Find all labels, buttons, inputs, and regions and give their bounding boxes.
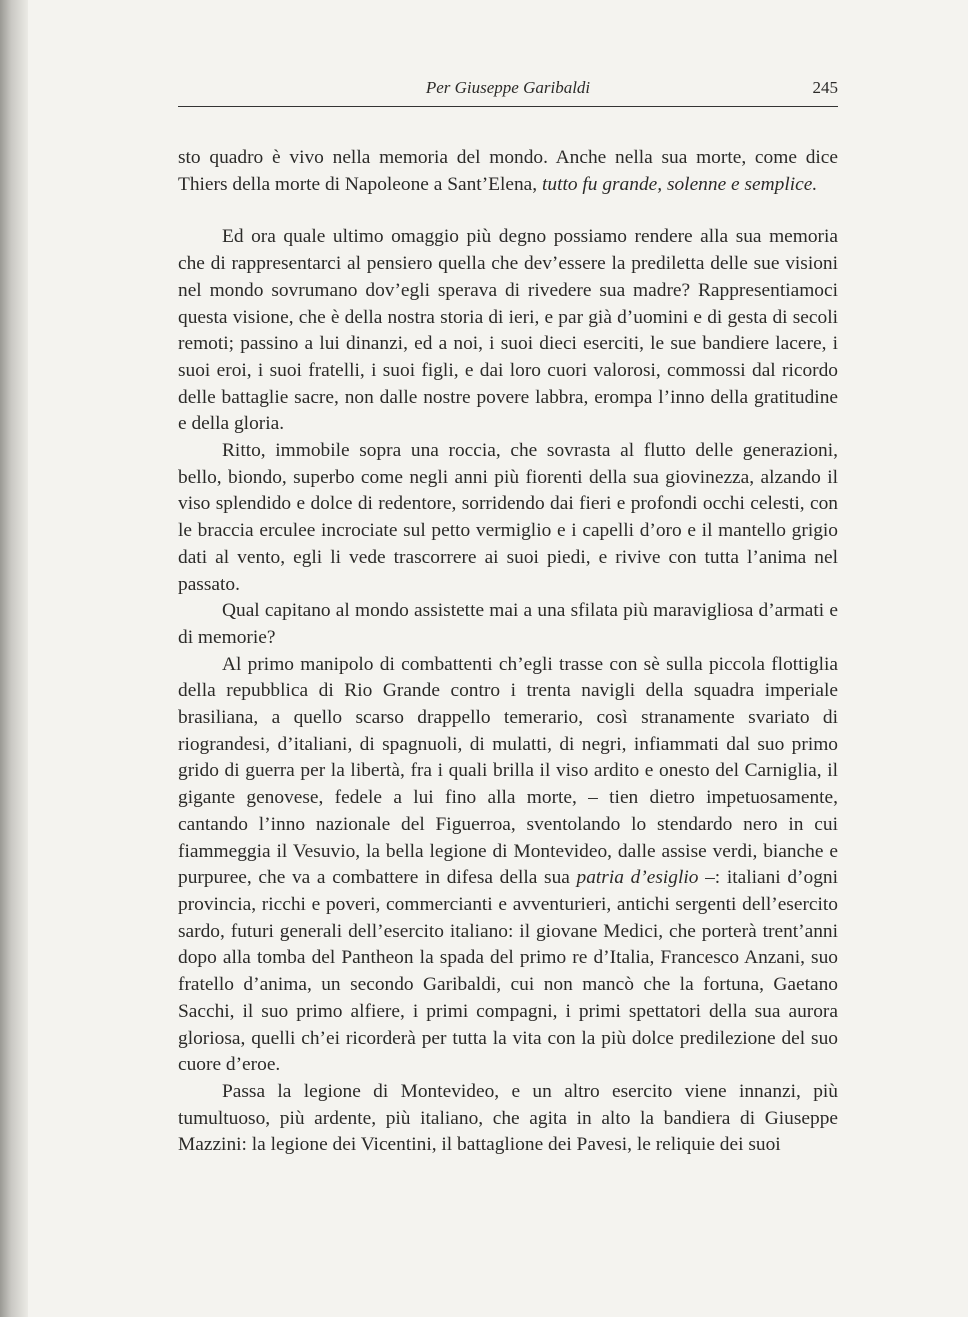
page-number: 245 bbox=[812, 78, 838, 97]
paragraph-1-text: sto quadro è vivo nella memoria del mondo. Anche nella sua morte, come dice Thiers della morte di Napoleone a Sant’Elena, bbox=[178, 147, 838, 195]
paragraph-6: Passa la legione di Montevideo, e un altro esercito viene innanzi, più tumultuoso, più ardente, più italiano, che agita in alto la bandiera di Giuseppe Mazzini: la legione dei Vicentini, il battaglione dei Pavesi, le reliquie dei suoi bbox=[178, 1080, 838, 1156]
paragraph-1 bbox=[178, 145, 838, 198]
paragraph-5 bbox=[178, 652, 838, 1079]
header-rule bbox=[178, 106, 838, 107]
paragraph-5-after: –: italiani d’ogni provincia, ricchi e poveri, commercianti e avventurieri, antichi sergenti dell’esercito sardo, futuri generali dell’esercito italiano: il giovane Medici, che porterà trent’anni dopo alla tomba del Pantheon la spada del primo re d’Italia, Francesco Anzani, suo fratello d’anima, un secondo Garibaldi, cui non mancò che la fortuna, Gaetano Sacchi, il suo primo alfiere, i primi compagni, i primi spettatori della sua aurora gloriosa, quelli ch’ei ricorderà per tutta la vita con la più dolce predilezione del suo cuore d’eroe. bbox=[178, 867, 838, 1076]
page-binding-shadow bbox=[0, 0, 28, 1317]
paragraph-4: Qual capitano al mondo assistette mai a una sfilata più maravigliosa d’armati e di memorie? bbox=[178, 600, 838, 648]
paragraph-3: Ritto, immobile sopra una roccia, che sovrasta al flutto delle generazioni, bello, biondo, superbo come negli anni più fiorenti della sua giovinezza, alzando il viso splendido e dolce di redentore, sorridendo dai fieri e profondi occhi celesti, con le braccia erculee incrociate sul petto vermiglio e i capelli d’oro e il mantello grigio dati al vento, egli li vede trascorrere ai suoi piedi, e rivive con tutta l’anima nel passato. bbox=[178, 440, 838, 595]
paragraph-5-italic: patria d’esiglio bbox=[576, 867, 699, 889]
paragraph-1-quote: tutto fu grande, solenne e semplice. bbox=[541, 173, 818, 195]
running-title: Per Giuseppe Garibaldi bbox=[425, 78, 591, 97]
paragraph-5-before: Al primo manipolo di combattenti ch’egli trasse con sè sulla piccola flottiglia della repubblica di Rio Grande contro i trenta navigli della squadra imperiale brasiliana, a quello scarso drappello temerario, così stranamente svariato di riograndesi, d’italiani, di spagnuoli, di mulatti, di negri, infiammati dal suo primo grido di guerra per la libertà, fra i quali brilla il viso ardito e onesto del Carniglia, il gigante genovese, fedele a lui fino alla morte, – tien dietro impetuosamente, cantando l’inno nazionale del Figuerroa, sventolando lo stendardo nero in cui fiammeggia il Vesuvio, la bella legione di Montevideo, dalle assise verdi, bianche e purpuree, che va a combattere in difesa della sua bbox=[178, 653, 838, 889]
body-text bbox=[178, 145, 838, 1159]
paragraph-2: Ed ora quale ultimo omaggio più degno possiamo rendere alla sua memoria che di rappresentarci al pensiero quella che dev’essere la prediletta delle sue visioni nel mondo sovrumano dov’egli sperava di rivedere sua madre? Rappresentiamoci questa visione, che è della nostra storia di ieri, e par già d’uomini e di gesta di secoli remoti; passino a lui dinanzi, ed a noi, i suoi dieci eserciti, le sue bandiere lacere, i suoi eroi, i suoi fratelli, i suoi figli, e dai loro cuori valorosi, commossi dal ricordo delle battaglie sacre, non dalle nostre povere labbra, erompa l’inno della gratitudine e della gloria. bbox=[178, 226, 838, 435]
page-header bbox=[178, 76, 838, 106]
